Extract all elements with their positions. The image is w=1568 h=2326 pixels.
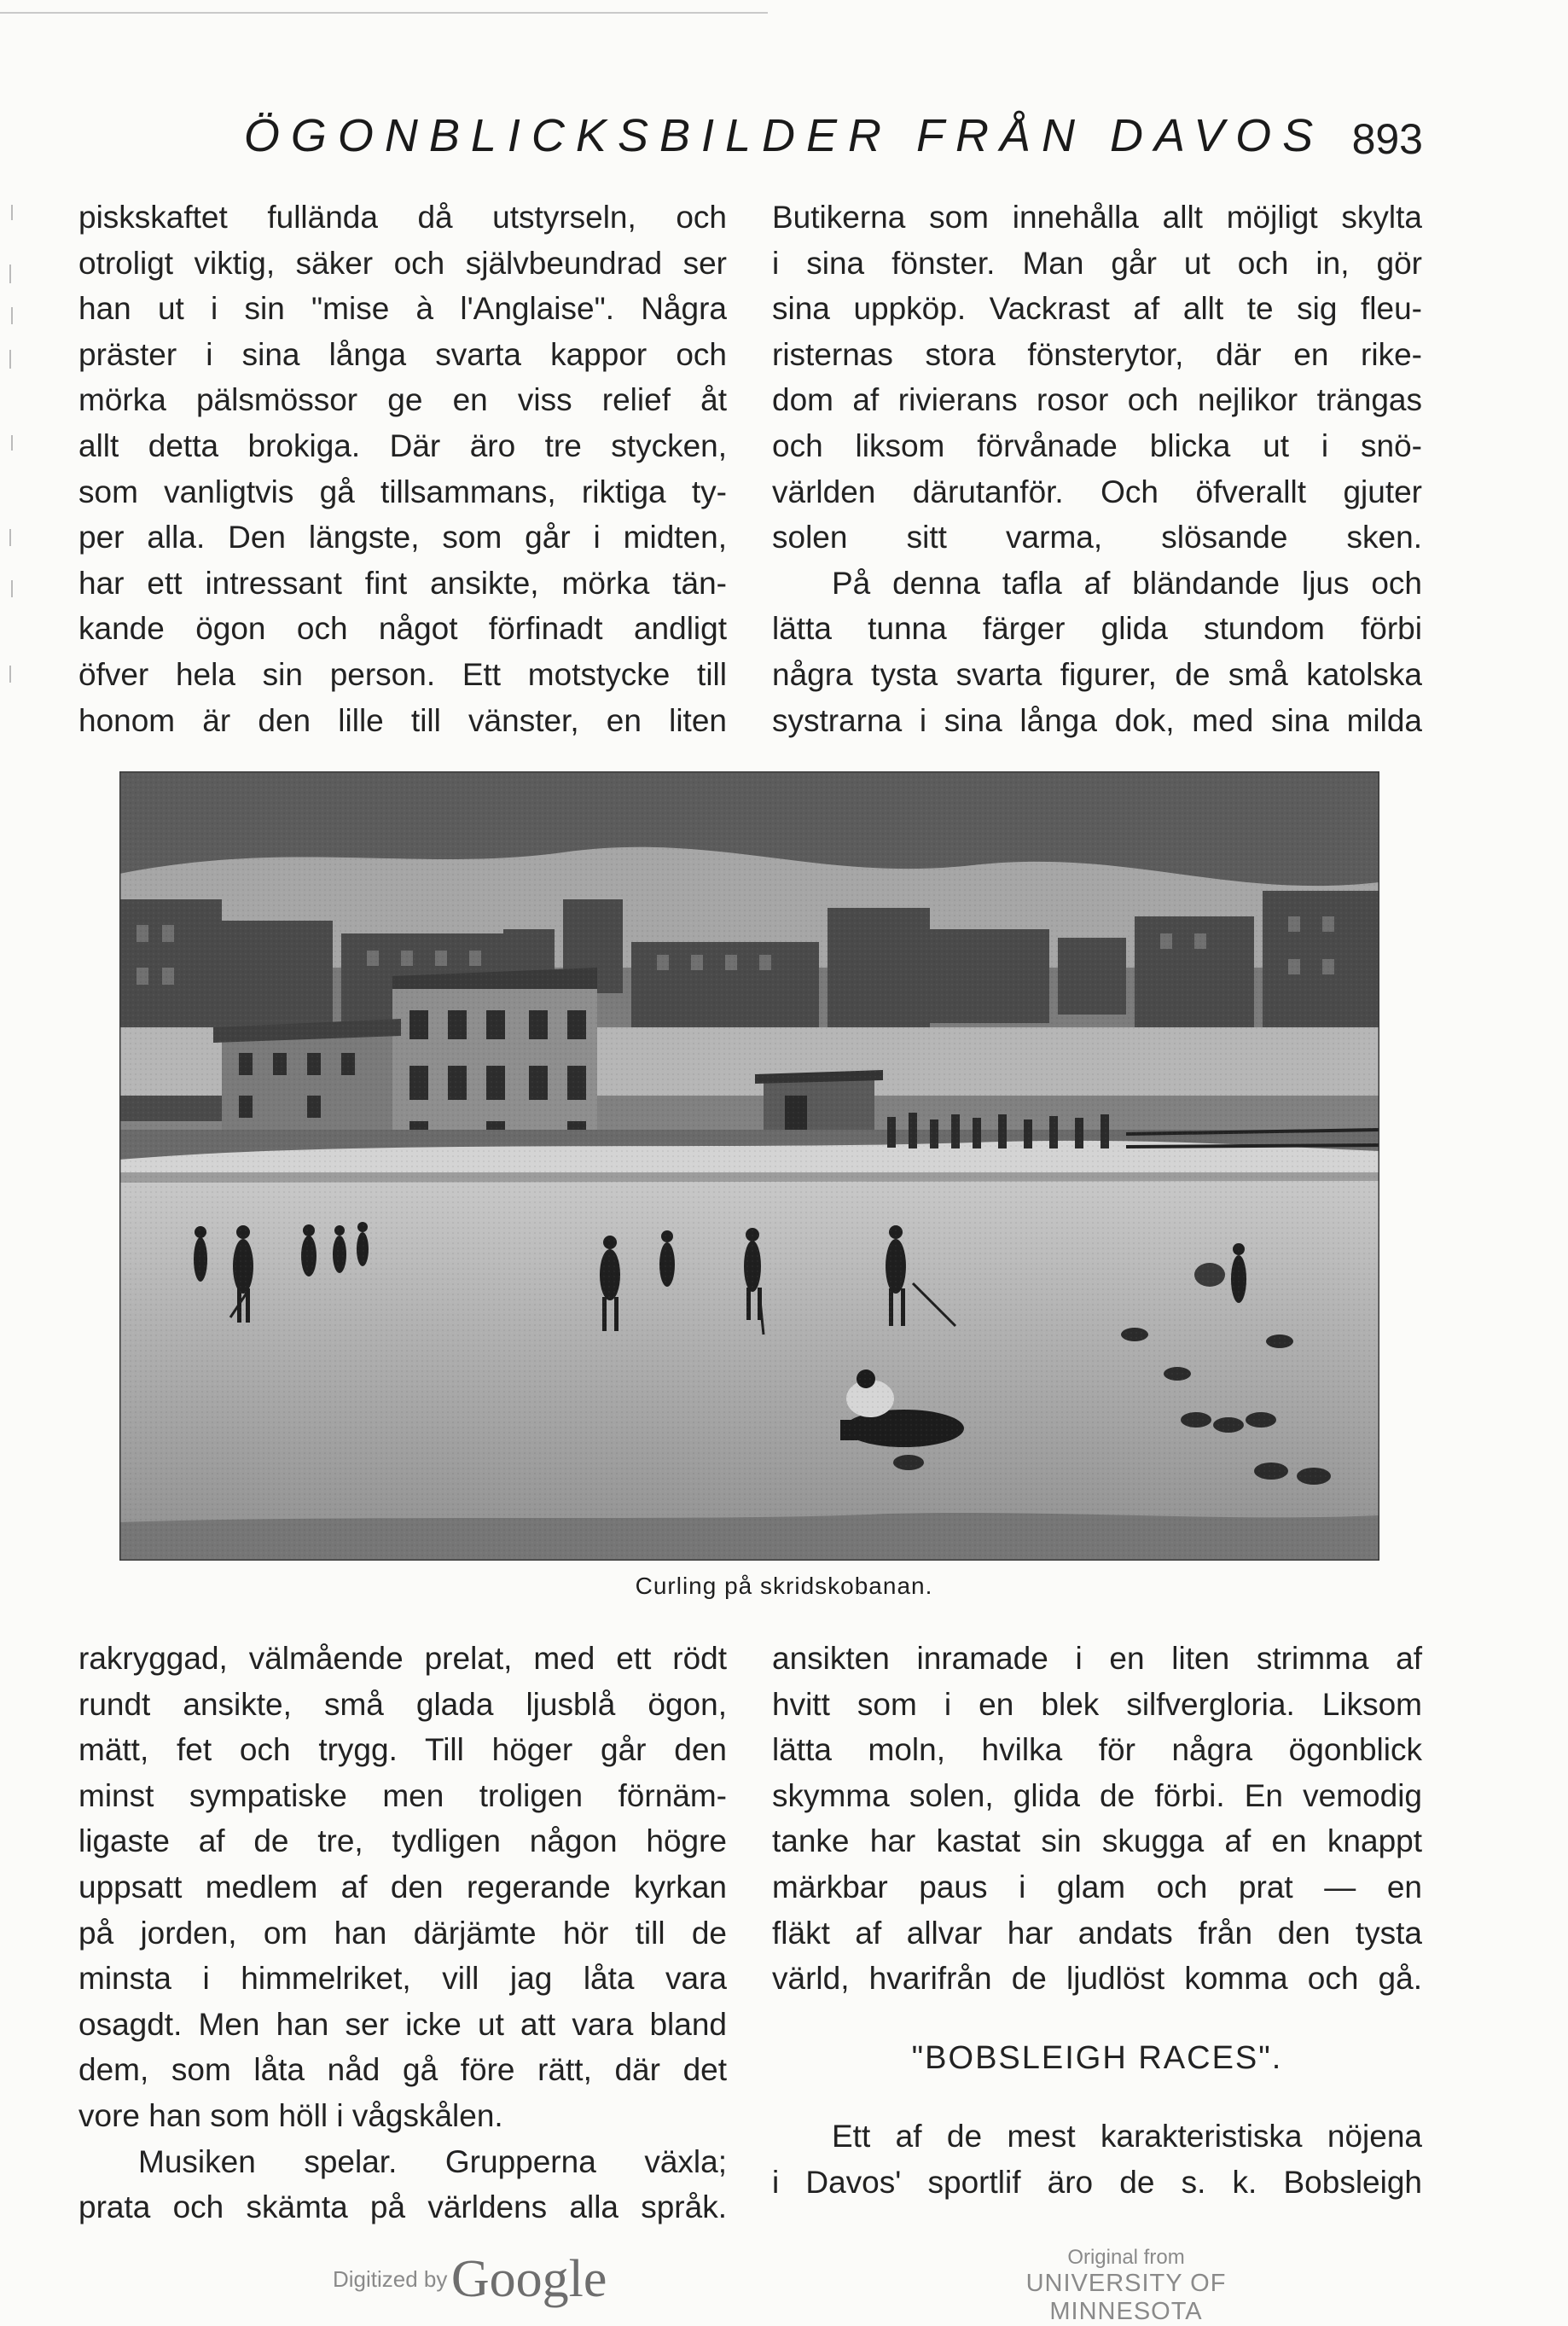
curling-photograph <box>119 771 1379 1561</box>
text-line: några tysta svarta figurer, de små katolska <box>772 656 1422 692</box>
university-label: UNIVERSITY OF MINNESOTA <box>1025 2270 1227 2325</box>
text-line: mörka pälsmössor ge en viss relief åt <box>78 382 727 418</box>
text-line: allt detta brokiga. Där äro tre stycken, <box>78 427 727 463</box>
text-line: rakryggad, välmående prelat, med ett rödt <box>78 1641 727 1676</box>
text-line: ligaste af de tre, tydligen någon högre <box>78 1823 727 1859</box>
digitized-by-label: Digitized by <box>333 2266 448 2292</box>
section-text <box>772 2114 1422 2205</box>
text-line: präster i sina långa svarta kappor och <box>78 336 727 372</box>
text-line: Ett af de mest karakteristiska nöjena <box>832 2119 1422 2154</box>
original-from-label: Original from <box>1067 2246 1185 2269</box>
text-line: per alla. Den längste, som går i midten, <box>78 520 727 555</box>
google-logo: Google <box>450 2250 607 2308</box>
text-line: solen sitt varma, slösande sken. <box>772 520 1422 555</box>
text-line: minsta i himmelriket, vill jag låta vara <box>78 1961 727 1997</box>
digitized-by-google-watermark <box>333 2249 607 2310</box>
text-line: som vanligtvis gå tillsammans, riktiga ty- <box>78 474 727 509</box>
text-line: har ett intressant fint ansikte, mörka tän- <box>78 565 727 601</box>
text-line: öfver hela sin person. Ett motstycke till <box>78 656 727 692</box>
text-line: Musiken spelar. Grupperna växla; <box>138 2143 727 2179</box>
text-line: vore han som höll i vågskålen. <box>78 2097 503 2133</box>
column-top-left <box>78 195 727 743</box>
text-line: på jorden, om han därjämte hör till de <box>78 1915 727 1951</box>
column-bottom-right <box>772 1636 1422 2206</box>
text-line: risternas stora fönsterytor, där en rike- <box>772 336 1422 372</box>
text-line: dom af rivierans rosor och nejlikor trängas <box>772 382 1422 418</box>
text-line: värld, hvarifrån de ljudlöst komma och gå. <box>772 1961 1422 1997</box>
column-top-right <box>772 195 1422 743</box>
text-line: prata och skämta på världens alla språk. <box>78 2189 727 2225</box>
text-line: På denna tafla af bländande ljus och <box>832 565 1422 601</box>
text-line: i Davos' sportlif äro de s. k. Bobsleigh <box>772 2164 1422 2200</box>
text-line: skymma solen, glida de förbi. En vemodig <box>772 1777 1422 1813</box>
text-line: världen därutanför. Och öfverallt gjuter <box>772 474 1422 509</box>
text-line: märkbar paus i glam och prat — en <box>772 1869 1422 1904</box>
text-line: ansikten inramade i en liten strimma af <box>772 1641 1422 1676</box>
text-line: han ut i sin "mise à l'Anglaise". Några <box>78 291 727 327</box>
text-line: systrarna i sina långa dok, med sina milda <box>772 702 1422 738</box>
text-line: honom är den lille till vänster, en liten <box>78 702 727 738</box>
column-bottom-left <box>78 1636 727 2230</box>
column-bottom-right-text <box>772 1636 1422 2002</box>
text-line: sina uppköp. Vackrast af allt te sig fleu- <box>772 291 1422 327</box>
text-line: piskskaftet fullända då utstyrseln, och <box>78 200 727 235</box>
text-line: fläkt af allvar har andats från den tysta <box>772 1915 1422 1951</box>
text-line: och liksom förvånade blicka ut i snö- <box>772 427 1422 463</box>
text-line: i sina fönster. Man går ut och in, gör <box>772 245 1422 281</box>
scan-margin-marks <box>0 205 26 717</box>
text-line: Butikerna som innehålla allt möjligt skylta <box>772 200 1422 235</box>
text-line: dem, som låta nåd gå före rätt, där det <box>78 2052 727 2088</box>
page-number: 893 <box>1351 115 1423 163</box>
text-line: minst sympatiske men troligen förnäm- <box>78 1777 727 1813</box>
text-line: otroligt viktig, säker och självbeundrad ser <box>78 245 727 281</box>
text-line: lätta tunna färger glida stundom förbi <box>772 611 1422 647</box>
original-from-watermark <box>973 2246 1280 2326</box>
text-line: uppsatt medlem af den regerande kyrkan <box>78 1869 727 1904</box>
text-line: mätt, fet och trygg. Till höger går den <box>78 1732 727 1768</box>
text-line: osagdt. Men han ser icke ut att vara bland <box>78 2006 727 2042</box>
scan-edge-line <box>0 12 768 14</box>
text-line: kande ögon och något förfinadt andligt <box>78 611 727 647</box>
text-line: hvitt som i en blek silfvergloria. Liksom <box>772 1686 1422 1722</box>
text-line: tanke har kastat sin skugga af en knappt <box>772 1823 1422 1859</box>
running-header-title: ÖGONBLICKSBILDER FRÅN DAVOS <box>243 110 1325 161</box>
figure-caption: Curling på skridskobanan. <box>635 1573 933 1599</box>
text-line: rundt ansikte, små glada ljusblå ögon, <box>78 1686 727 1722</box>
text-line: lätta moln, hvilka för några ögonblick <box>772 1732 1422 1768</box>
section-heading: "BOBSLEIGH RACES". <box>911 2039 1283 2076</box>
